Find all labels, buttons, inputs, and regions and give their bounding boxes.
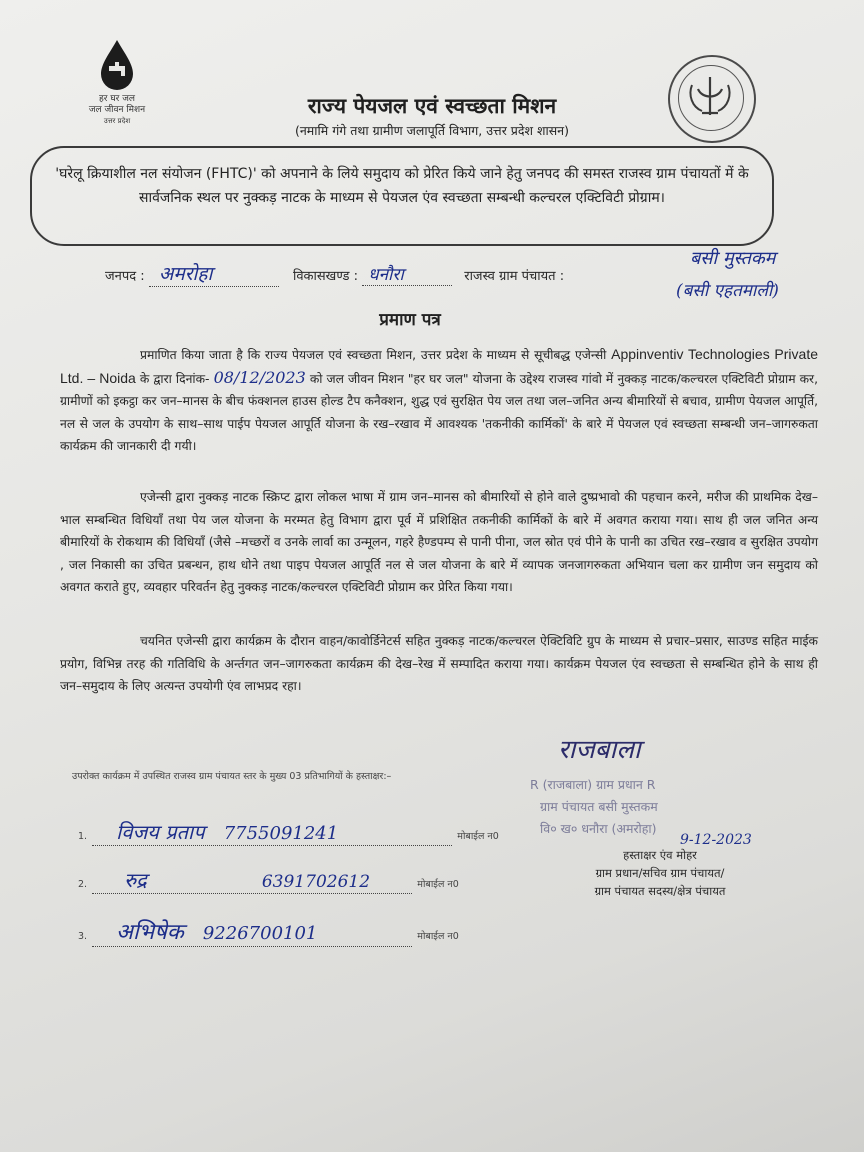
agency-name: Appinventiv Technologies Private Ltd. – Noida	[60, 346, 818, 386]
sign-date: 9-12-2023	[680, 832, 752, 848]
signature-caption: ग्राम पंचायत सदस्य/क्षेत्र पंचायत	[594, 884, 726, 898]
program-description: 'घरेलू क्रियाशील नल संयोजन (FHTC)' को अपनाने के लिये समुदाय को प्रेरित किये जाने हेतु जनपद की समस्त राजस्व ग्राम पंचायतों में के सार्वजनिक स्थल पर नुक्कड़ नाटक के माध्यम से पेयजल एंव स्वच्छता सम्बन्धी कल्चरल एक्टिविटी प्रोग्राम।	[55, 166, 749, 206]
signatory-block	[530, 730, 790, 900]
program-date: 08/12/2023	[213, 367, 306, 387]
logo-line: उत्तर प्रदेश	[103, 117, 131, 125]
block-field	[362, 262, 452, 286]
certificate-paragraph-3	[60, 630, 818, 698]
signature-caption: हस्ताक्षर एंव मोहर	[623, 848, 697, 862]
district-value: अमरोहा	[158, 263, 213, 285]
participant-number: 3.	[78, 931, 88, 942]
participant-name: विजय प्रताप	[116, 820, 205, 844]
stamp-line: R (राजबाला) ग्राम प्रधान R	[530, 777, 656, 792]
mobile-label: मोबाईल न0	[457, 831, 499, 842]
stamp-line: वि० ख० धनौरा (अमरोहा)	[540, 821, 657, 836]
participant-row	[78, 866, 518, 894]
panchayat-label: राजस्व ग्राम पंचायत :	[464, 269, 565, 284]
participants-intro: उपरोक्त कार्यक्रम में उपस्थित राजस्व ग्राम पंचायत स्तर के मुख्य 03 प्रतिभागियों के हस्ताक्षर:–	[72, 771, 392, 782]
participant-phone: 6391702612	[261, 872, 371, 892]
participant-row	[78, 818, 518, 846]
document-title: राज्य पेयजल एवं स्वच्छता मिशन	[307, 94, 557, 118]
paragraph-2-body: एजेन्सी द्वारा नुक्कड़ नाटक स्क्रिप्ट द्वारा लोकल भाषा में ग्राम जन–मानस को बीमारियों से होने वाले दुष्प्रभावो की पहचान करने, मरीज की प्राथमिक देख–भाल सम्बन्धित विधियॉं तथा पेय जल योजना के मरम्मत हेतु विभाग द्वारा पूर्व में प्रशिक्षित तकनीकी कार्मिकों के बारे में अवगत कराया गया। साथ ही जल जनित अन्य बीमारियों के रोकथाम की विधियॉं (जैसे –मच्छरों व उनके लार्वा का उन्मूलन, गहरे हैण्डपम्प से पानी पीना, जल स्रोत एवं पीने के पानी का उचित रख–रखाव व सुरक्षित उपयोग , जल निकासी का उचित प्रबन्धन, हाथ धोने तथा पाइप पेयजल आपूर्ति नल से जल योजना के बारे में व्यापक जनजागरुकता अभियान चला कर ग्रामीण जन समुदाय को अवगत कराते हुए, व्यवहार परिवर्तन हेतु नुक्कड़ नाटक/कल्चरल एक्टिविटी प्रोग्राम कर प्रेरित किया गया।	[60, 490, 818, 594]
block-value: धनौरा	[368, 265, 404, 285]
paragraph-1-intro: प्रमाणित किया जाता है कि राज्य पेयजल एवं स्वच्छता मिशन, उत्तर प्रदेश के माध्यम से सूचीबद्ध एजेन्सी	[140, 348, 607, 362]
district-label: जनपद :	[105, 269, 145, 284]
certificate-paragraph-2	[60, 486, 818, 599]
district-field	[149, 260, 279, 287]
logo-line: हर घर जल	[99, 94, 135, 104]
mobile-label: मोबाईल न0	[417, 879, 459, 890]
document-subtitle: (नमामि गंगे तथा ग्रामीण जलापूर्ति विभाग, उत्तर प्रदेश शासन)	[294, 123, 569, 138]
logo-line: जल जीवन मिशन	[88, 105, 146, 115]
water-drop-tap-icon	[97, 38, 137, 90]
participant-phone: 7755091241	[223, 823, 339, 844]
program-description-box	[30, 146, 774, 246]
pradhan-signature: राजबाला	[558, 735, 641, 765]
stamp-line: ग्राम पंचायत बसी मुस्तकम	[540, 799, 658, 814]
certificate-heading: प्रमाण पत्र	[379, 310, 441, 330]
paragraph-1-body: को जल जीवन मिशन "हर घर जल" योजना के उद्देश्य राजस्व गांवो में नुक्कड़ नाटक/कल्चरल एक्टिविटी प्रोग्राम कर, ग्रामीणों को इकट्ठा कर जन–मानस के बीच फंक्शनल हाउस होल्ड टैप कनैक्शन, शुद्ध एवं सुरक्षित पेय जल तथा जल–जनित अन्य बीमारियों से बचाव, ग्रामीण पेयजल आपूर्ति, नल से जल के उपयोग के साथ–साथ पाईप पेयजल आपूर्ति योजना के रख–रखाव में आवश्यक 'तकनीकी कार्मिकों' के बारे में पेयजल एवं स्वच्छता सम्बन्धी जन–जागरुकता कार्यक्रम की जानकारी दी गयी।	[60, 371, 818, 453]
panchayat-value-1: बसी मुस्तकम	[690, 248, 776, 269]
participant-name: अभिषेक	[116, 920, 184, 945]
date-label: के द्वारा दिनांक-	[139, 371, 210, 386]
mobile-label: मोबाईल न0	[417, 931, 459, 942]
participant-row	[78, 916, 518, 947]
participant-phone: 9226700101	[202, 923, 318, 944]
block-label: विकासखण्ड :	[292, 269, 358, 284]
panchayat-value-2: (बसी एहतमाली)	[676, 281, 779, 301]
paragraph-3-body: चयनित एजेन्सी द्वारा कार्यक्रम के दौरान वाहन/कावोर्डिनेटर्स सहित नुक्कड़ नाटक/कल्चरल ऐक्टिविटि ग्रुप के माध्यम से प्रचार–प्रसार, साउण्ड सहित माईक प्रयोग, विभिन्न तरह की गतिविधि के अर्न्तगत जन–जागरुकता कार्यक्रम की देख–रेख में सम्पादित कराया गया। कार्यक्रम पेयजल एंव स्वच्छता से सम्बन्धित होने के साथ ही जन–समुदाय के लिए अत्यन्त उपयोगी एंव लाभप्रद रहा।	[60, 634, 818, 693]
participant-number: 2.	[78, 879, 88, 890]
participant-number: 1.	[78, 831, 88, 842]
certificate-paragraph-1	[60, 343, 818, 458]
participant-name: रुद्र	[124, 868, 147, 892]
signature-caption: ग्राम प्रधान/सचिव ग्राम पंचायत/	[595, 866, 725, 880]
